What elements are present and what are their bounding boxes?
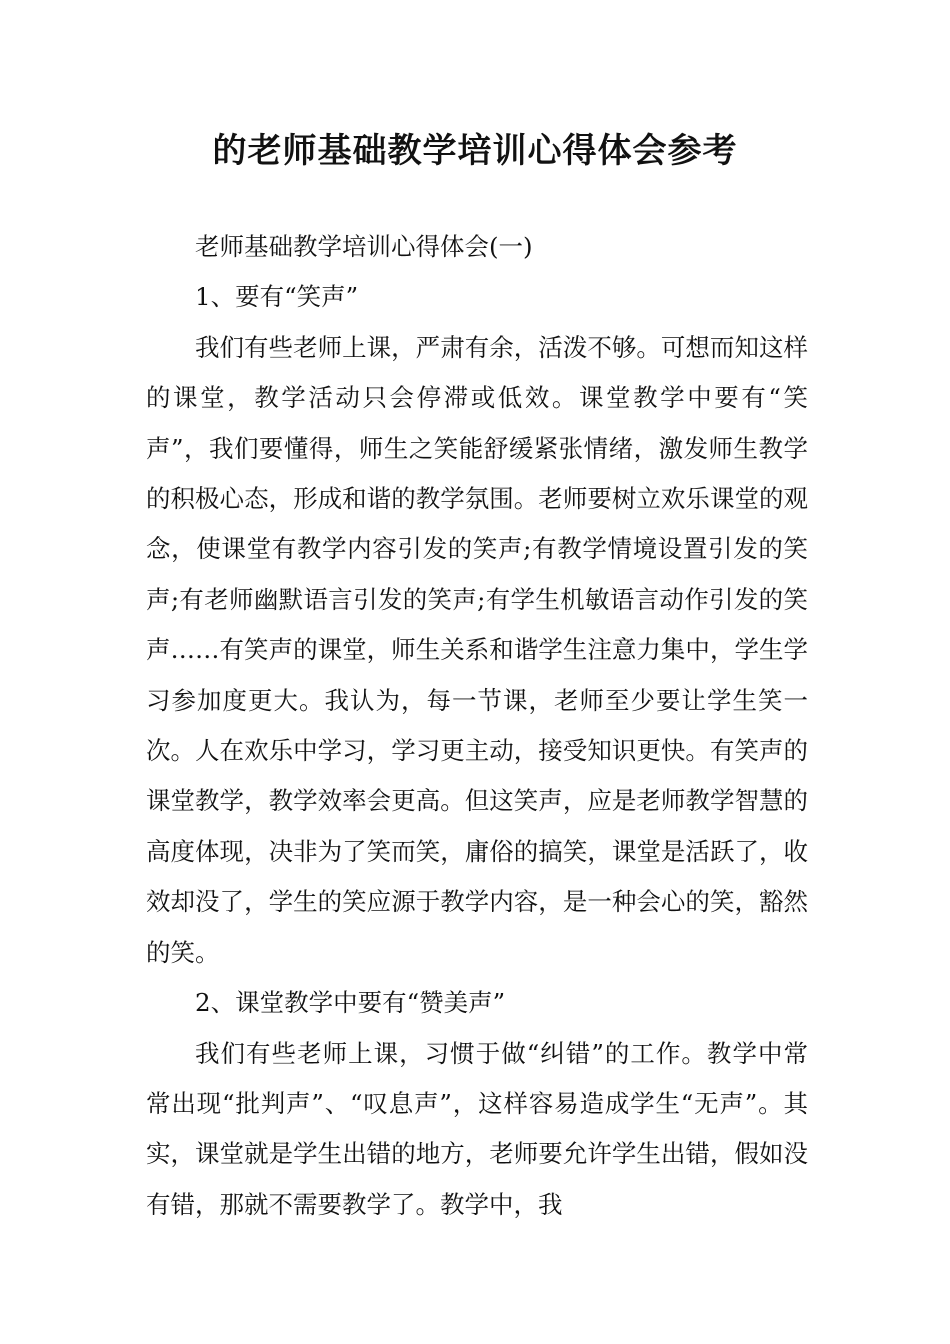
section-heading-1: 1、要有“笑声” bbox=[195, 282, 359, 312]
body-paragraph-1: 我们有些老师上课，严肃有余，活泼不够。可想而知这样的课堂，教学活动只会停滞或低效。课堂教学中要有“笑声”，我们要懂得，师生之笑能舒缓紧张情绪，激发师生教学的积极心态，形成和谐的教学氛围。老师要树立欢乐课堂的观念，使课堂有教学内容引发的笑声;有教学情境设置引发的笑声;有老师幽默语言引发的笑声;有学生机敏语言动作引发的笑声……有笑声的课堂，师生关系和谐学生注意力集中，学生学习参加度更大。我认为，每一节课，老师至少要让学生笑一次。人在欢乐中学习，学习更主动，接受知识更快。有笑声的课堂教学，教学效率会更高。但这笑声，应是老师教学智慧的高度体现，决非为了笑而笑，庸俗的搞笑，课堂是活跃了，收效却没了，学生的笑应源于教学内容，是一种会心的笑，豁然的笑。 bbox=[146, 332, 808, 967]
document-title: 的老师基础教学培训心得体会参考 bbox=[212, 131, 738, 171]
document-body bbox=[146, 222, 808, 1230]
body-paragraph-2: 我们有些老师上课，习惯于做“纠错”的工作。教学中常常出现“批判声”、“叹息声”，这样容易造成学生“无声”。其实，课堂就是学生出错的地方，老师要允许学生出错，假如没有错，那就不需要教学了。教学中，我 bbox=[146, 1038, 808, 1219]
section-heading-2: 2、课堂教学中要有“赞美声” bbox=[195, 988, 506, 1018]
section-subtitle: 老师基础教学培训心得体会(一) bbox=[195, 232, 533, 261]
